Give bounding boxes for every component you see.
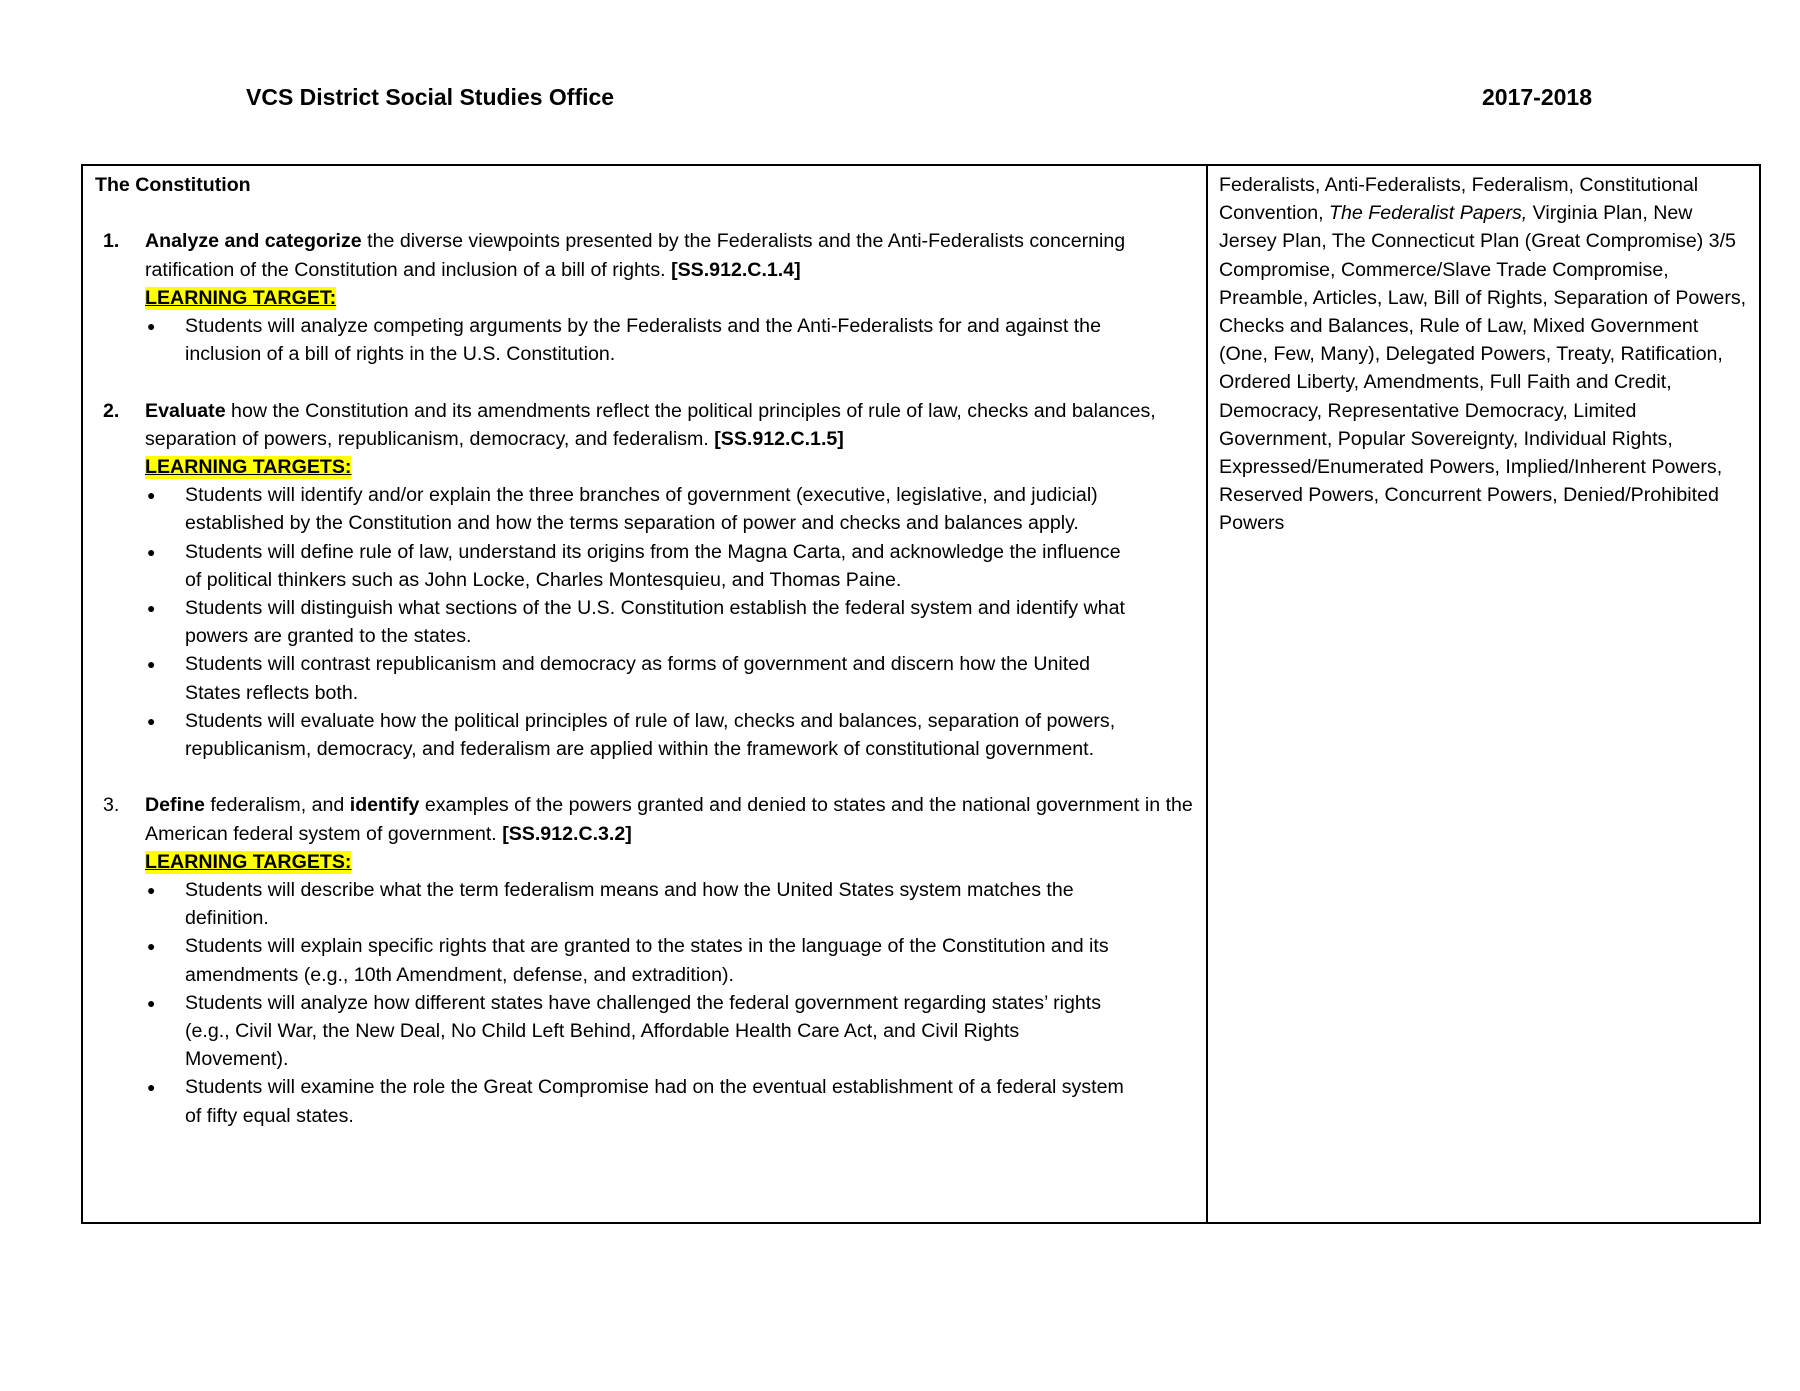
vocabulary-list-2: Democracy, Representative Democracy, Limited Government, Popular Sovereignty, Individual Rights, Expressed/Enumerated Powers, Implied/Inherent Powers, Reserved Powers, Concurrent Powers, Denied/Prohibited Powers bbox=[1219, 399, 1723, 535]
list-item: ● Students will define rule of law, understand its origins from the Magna Carta, and acknowledge the influence of political thinkers such as John Locke, Charles Montesquieu, and Thomas Paine. bbox=[145, 538, 1196, 594]
vocabulary-list: Federalists, Anti-Federalists, Federalism, Constitutional Convention, The Federalist Papers, Virginia Plan, New Jersey Plan, The Connecticut Plan (Great Compromise) 3/5 Compromise, Commerce/Slave Trade Compromise, Preamble, Articles, Law, Bill of Rights, Separation of Powers, Checks and Balances, Rule of Law, Mixed Government (One, Few, Many), Delegated Powers, Treaty, Ratification, Ordered Liberty, Amendments, Full Faith and Credit, bbox=[1219, 174, 1747, 394]
bullet-icon: ● bbox=[147, 656, 156, 673]
bullet-icon: ● bbox=[147, 318, 156, 334]
standard-text bbox=[145, 227, 1196, 283]
standard-verb: Evaluate bbox=[145, 399, 226, 422]
school-year: 2017-2018 bbox=[1482, 84, 1592, 110]
standards-column bbox=[83, 166, 1208, 1222]
learning-target-label: LEARNING TARGETS: bbox=[145, 456, 352, 478]
standard-body: how the Constitution and its amendments reflect the political principles of rule of law, checks and balances, separation of powers, republicanism, democracy, and federalism. bbox=[145, 399, 1156, 450]
standard-code: [SS.912.C.1.4] bbox=[671, 258, 801, 281]
standards-table bbox=[81, 164, 1761, 1224]
learning-targets-list bbox=[145, 481, 1196, 763]
list-item: ● Students will describe what the term federalism means and how the United States system matches the definition. bbox=[145, 876, 1196, 932]
standard-text bbox=[145, 397, 1196, 453]
bullet-icon: ● bbox=[147, 487, 156, 504]
list-item: ● Students will analyze how different states have challenged the federal government regarding states’ rights (e.g., Civil War, the New Deal, No Child Left Behind, Affordable Health Care Act, and Civil Rights Movement). bbox=[145, 989, 1196, 1074]
bullet-icon: ● bbox=[147, 938, 156, 955]
standard-text bbox=[145, 791, 1196, 847]
section-title: The Constitution bbox=[95, 174, 251, 196]
learning-targets-list bbox=[145, 876, 1196, 1130]
standard-verb: Analyze and categorize bbox=[145, 230, 362, 253]
list-item: ● Students will distinguish what sections of the U.S. Constitution establish the federal system and identify what powers are granted to the states. bbox=[145, 594, 1196, 650]
page-header bbox=[246, 84, 1592, 118]
standard-body: the diverse viewpoints presented by the Federalists and the Anti-Federalists concerning ratification of the Constitution and inclusion of a bill of rights. bbox=[145, 230, 1126, 281]
list-item: ● Students will evaluate how the political principles of rule of law, checks and balances, separation of powers, republicanism, democracy, and federalism are applied within the framework of constitutional government. bbox=[145, 707, 1196, 763]
list-item: ● Students will contrast republicanism and democracy as forms of government and discern how the United States reflects both. bbox=[145, 650, 1196, 706]
bullet-icon: ● bbox=[147, 882, 156, 899]
bullet-icon: ● bbox=[147, 543, 156, 560]
federalist-papers-title: The Federalist Papers, bbox=[1329, 202, 1528, 225]
standard-1 bbox=[95, 227, 1196, 368]
office-title: VCS District Social Studies Office bbox=[246, 84, 615, 110]
vocabulary-column bbox=[1208, 166, 1759, 1222]
list-item: ● Students will analyze competing arguments by the Federalists and the Anti-Federalists for and against the inclusion of a bill of rights in the U.S. Constitution. bbox=[145, 312, 1196, 368]
bullet-icon: ● bbox=[147, 994, 156, 1011]
learning-target-label: LEARNING TARGET: bbox=[145, 286, 337, 309]
standard-code: [SS.912.C.3.2] bbox=[502, 822, 632, 845]
learning-targets-list bbox=[145, 312, 1196, 368]
bullet-icon: ● bbox=[147, 600, 156, 617]
standard-number: 1. bbox=[103, 230, 120, 253]
list-item: ● Students will identify and/or explain the three branches of government (executive, legislative, and judicial) established by the Constitution and how the terms separation of power and checks and balances apply. bbox=[145, 481, 1196, 537]
standard-code: [SS.912.C.1.5] bbox=[714, 427, 844, 450]
standard-2 bbox=[95, 397, 1196, 764]
bullet-icon: ● bbox=[147, 1079, 156, 1096]
standard-verb: Define bbox=[145, 794, 205, 817]
list-item: ● Students will explain specific rights that are granted to the states in the language of the Constitution and its amendments (e.g., 10th Amendment, defense, and extradition). bbox=[145, 932, 1196, 988]
bullet-icon: ● bbox=[147, 712, 156, 729]
list-item: ● Students will examine the role the Great Compromise had on the eventual establishment of a federal system of fifty equal states. bbox=[145, 1073, 1196, 1129]
standard-number: 2. bbox=[103, 399, 120, 422]
standard-verb-2: identify bbox=[349, 794, 420, 817]
standard-number: 3. bbox=[103, 794, 120, 817]
standard-3 bbox=[95, 791, 1196, 1129]
learning-target-label: LEARNING TARGETS: bbox=[145, 850, 352, 873]
standard-body: federalism, and bbox=[204, 794, 350, 817]
standard-body-2: examples of the powers granted and denied to states and the national government in the American federal system of government. bbox=[145, 794, 1193, 845]
